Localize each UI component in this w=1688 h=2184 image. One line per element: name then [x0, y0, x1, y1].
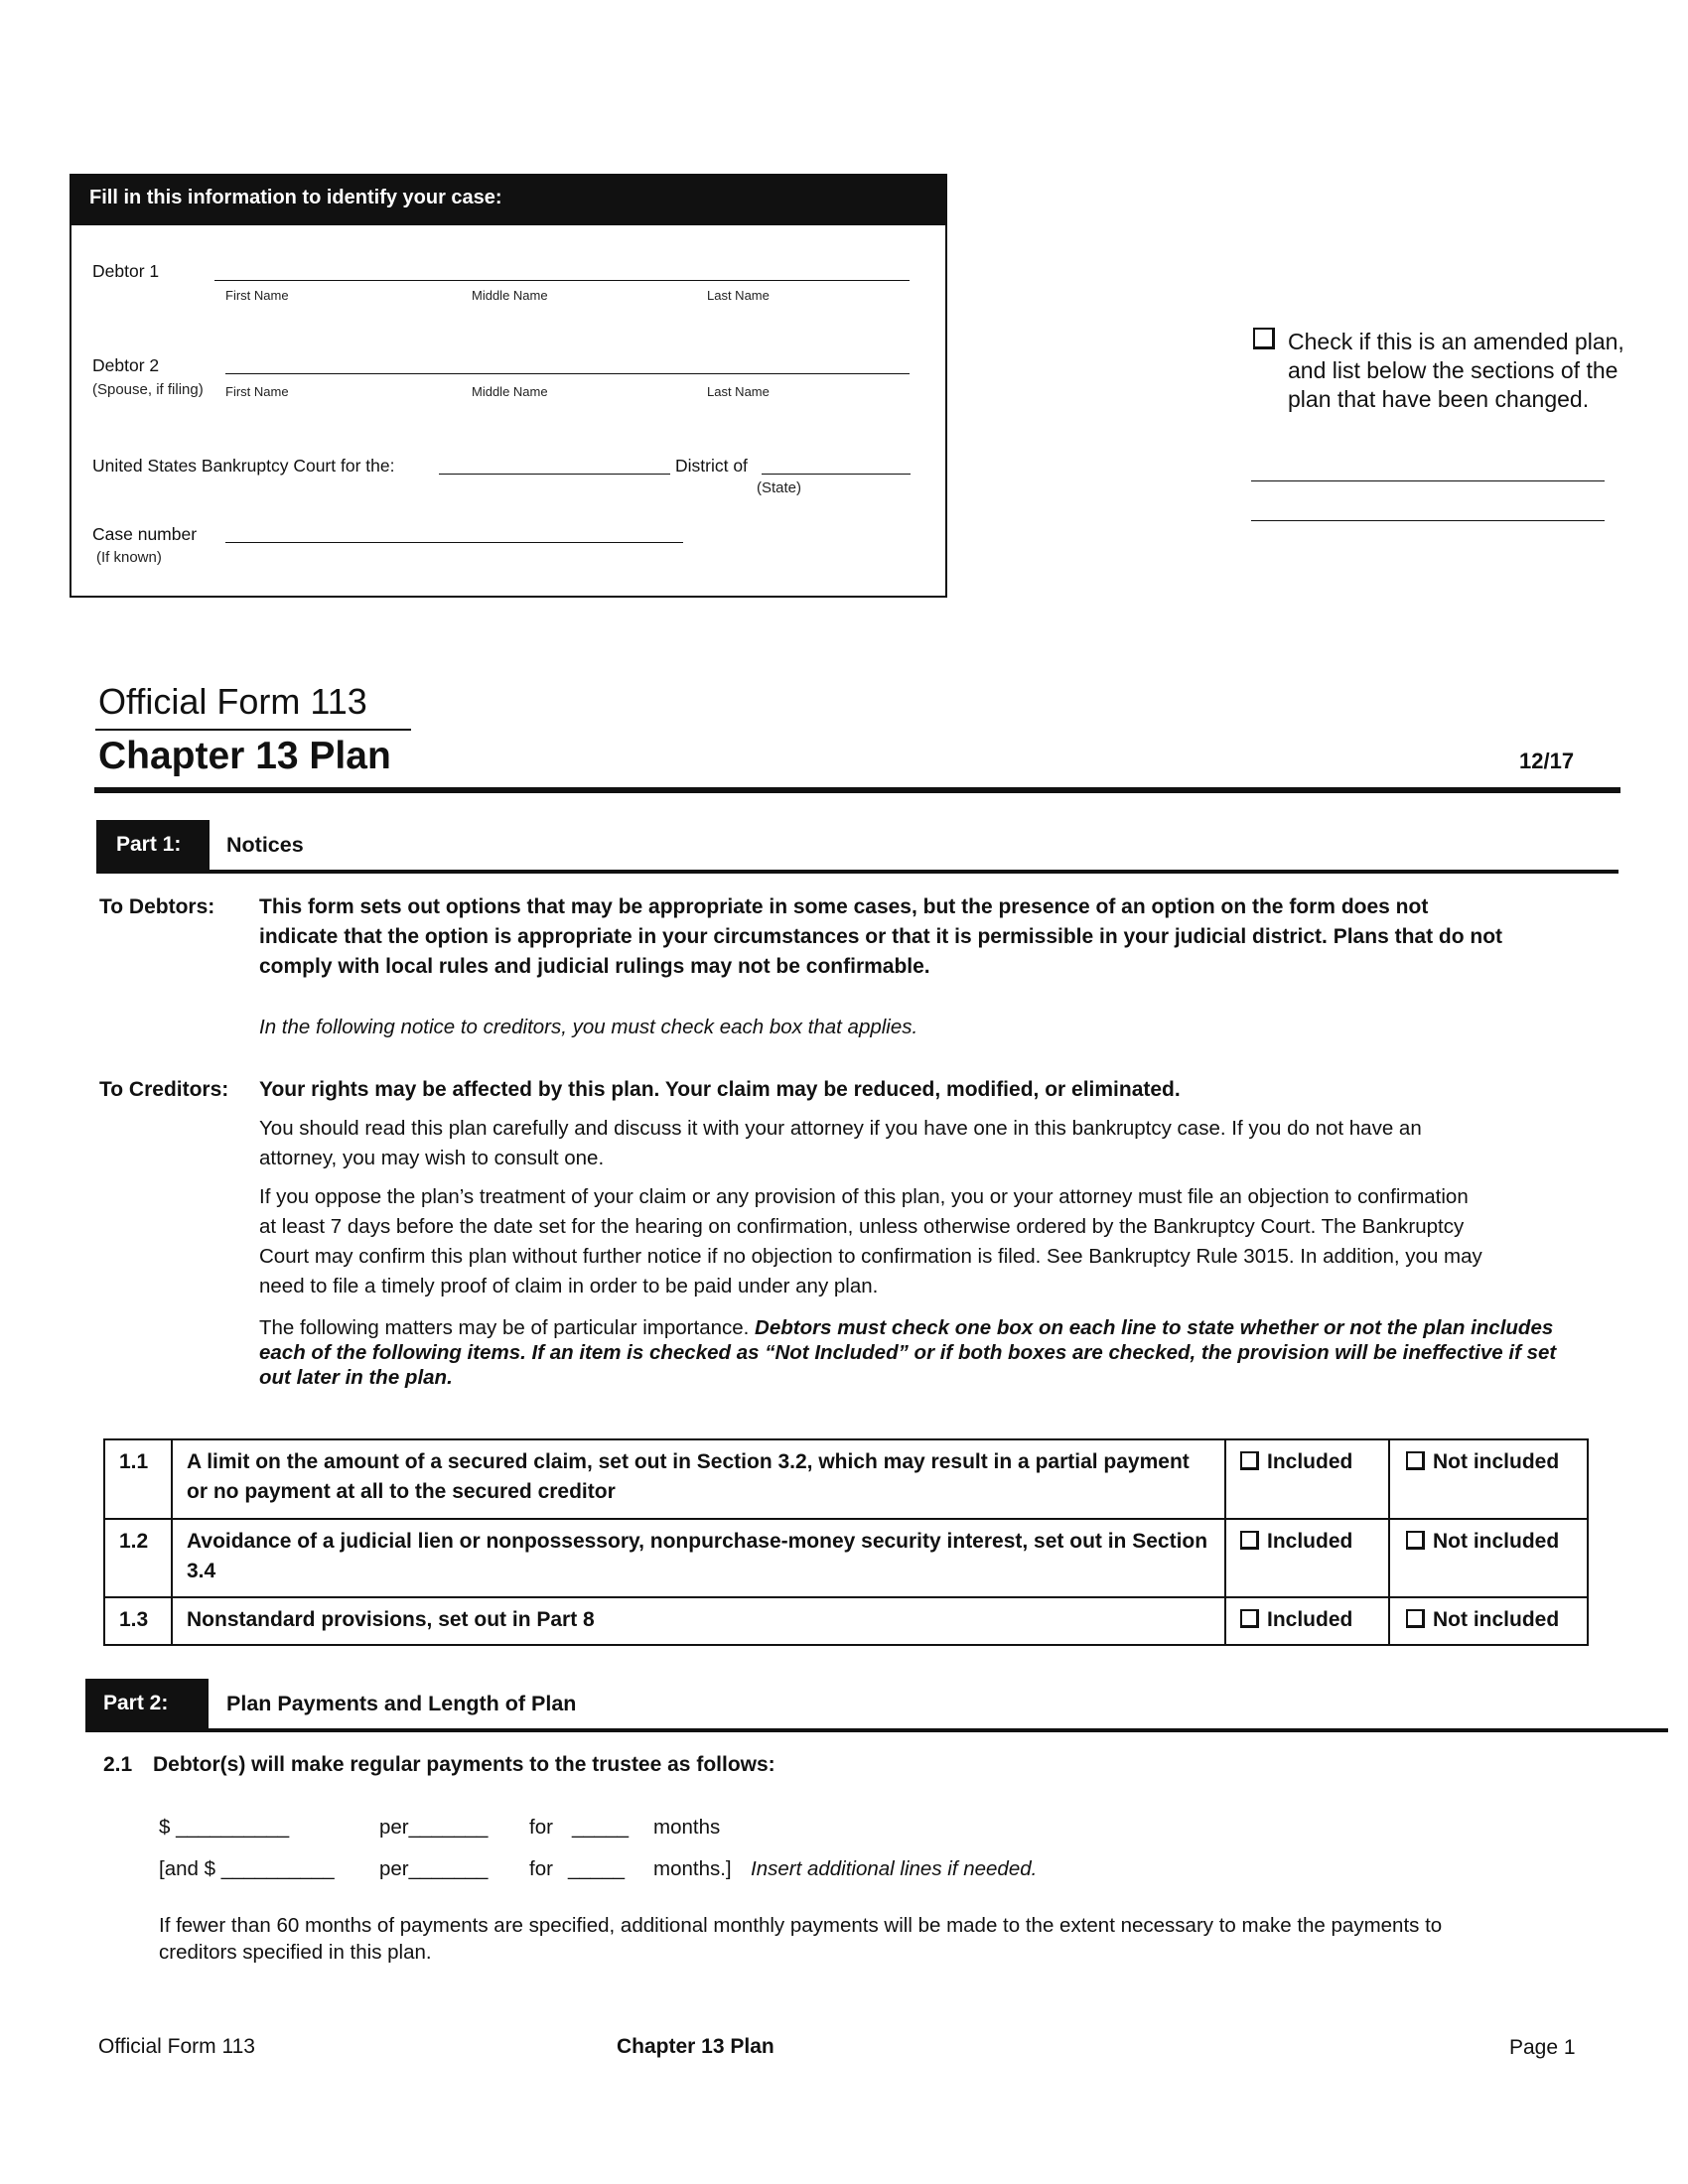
case-box-header: Fill in this information to identify your case: [71, 176, 945, 225]
not-included-option[interactable] [1389, 1597, 1588, 1645]
to-debtors-note: In the following notice to creditors, you must check each box that applies. [259, 1016, 918, 1038]
not-included-option[interactable] [1389, 1519, 1588, 1597]
payment-amount-2[interactable]: [and $ __________ [159, 1857, 335, 1880]
debtor2-first-name-label: First Name [225, 384, 289, 399]
case-number-known-label: (If known) [96, 549, 162, 566]
payment-for-1: for [529, 1816, 553, 1839]
amended-text: Check if this is an amended plan, and list below the sections of the plan that have been changed. [1288, 329, 1624, 412]
item-description: Avoidance of a judicial lien or nonpossessory, nonpurchase-money security interest, set out in Section 3.4 [172, 1519, 1225, 1597]
payment-footer-note: If fewer than 60 months of payments are specified, additional monthly payments will be made to the extent necessary to make the payments to creditors specified in this plan. [159, 1914, 1443, 1964]
not-included-label: Not included [1433, 1450, 1560, 1473]
not-included-label: Not included [1433, 1608, 1560, 1631]
not-included-checkbox[interactable] [1406, 1451, 1425, 1470]
to-creditors-label: To Creditors: [99, 1078, 229, 1101]
payment-months-count-2[interactable]: _____ [568, 1857, 626, 1880]
state-label: (State) [757, 479, 802, 496]
part2-title: Plan Payments and Length of Plan [226, 1692, 577, 1715]
included-checkbox[interactable] [1240, 1451, 1259, 1470]
part2-rule [85, 1728, 1668, 1732]
case-number-label: Case number [92, 524, 198, 544]
to-creditors-bold: Your rights may be affected by this plan. Your claim may be reduced, modified, or eliminated. [259, 1078, 1181, 1101]
debtor2-last-name-label: Last Name [707, 384, 770, 399]
para3-bold-italic-text: Debtors must check one box on each line to state whether or not the plan includes each of the following items. If an item is checked as “Not Included” or if both boxes are checked, the provision will be ineffective if set out later in the plan. [259, 1316, 1557, 1389]
form-version: 12/17 [1519, 749, 1575, 773]
included-checkbox[interactable] [1240, 1609, 1259, 1628]
to-debtors-text: This form sets out options that may be appropriate in some cases, but the presence of an option on the form does not indicate that the option is appropriate in your circumstances or that it is permissible in your judicial district. Plans that do not comply with local rules and judicial rulings may not be confirmable. [259, 895, 1503, 978]
debtor2-name-field[interactable] [225, 373, 910, 374]
payment-amount-1[interactable]: $ __________ [159, 1816, 290, 1839]
payment-for-2: for [529, 1857, 553, 1880]
item-description: A limit on the amount of a secured claim, set out in Section 3.2, which may result in a partial payment or no payment at all to the secured creditor [172, 1439, 1225, 1519]
table-row [104, 1519, 1588, 1597]
official-form-underline [95, 729, 411, 731]
included-label: Included [1267, 1450, 1353, 1473]
table-row [104, 1439, 1588, 1519]
included-checkbox[interactable] [1240, 1531, 1259, 1550]
included-label: Included [1267, 1608, 1353, 1631]
creditors-para-1: You should read this plan carefully and discuss it with your attorney if you have one in this bankruptcy case. If you do not have an attorney, you may wish to consult one. [259, 1117, 1422, 1169]
item-description: Nonstandard provisions, set out in Part 8 [172, 1597, 1225, 1645]
not-included-option[interactable] [1389, 1439, 1588, 1519]
amended-checkbox[interactable] [1253, 328, 1275, 349]
footer-form-name: Official Form 113 [98, 2035, 255, 2058]
creditors-para-3 [259, 1315, 1570, 1390]
section-2-1-text: Debtor(s) will make regular payments to the trustee as follows: [153, 1753, 775, 1776]
item-number: 1.3 [104, 1597, 172, 1645]
para3-normal-text: The following matters may be of particular importance. [259, 1316, 756, 1339]
section-2-1-number: 2.1 [103, 1753, 133, 1776]
payment-months-2: months.] [653, 1857, 732, 1880]
not-included-checkbox[interactable] [1406, 1531, 1425, 1550]
part1-title: Notices [226, 833, 304, 857]
payment-period-2[interactable]: per_______ [379, 1857, 489, 1880]
included-label: Included [1267, 1530, 1353, 1553]
case-info-box [70, 174, 947, 598]
included-option[interactable] [1225, 1597, 1389, 1645]
debtor2-label: Debtor 2 [92, 355, 160, 375]
part1-tag: Part 1: [96, 820, 210, 873]
payment-period-1[interactable]: per_______ [379, 1816, 489, 1839]
debtor1-label: Debtor 1 [92, 261, 160, 281]
footer-title: Chapter 13 Plan [617, 2035, 774, 2058]
included-option[interactable] [1225, 1439, 1389, 1519]
official-form-label: Official Form 113 [98, 681, 367, 722]
item-number: 1.1 [104, 1439, 172, 1519]
debtor2-spouse-label: (Spouse, if filing) [92, 381, 204, 398]
included-option[interactable] [1225, 1519, 1389, 1597]
part1-rule [96, 870, 1618, 874]
page-title: Chapter 13 Plan [98, 735, 391, 777]
debtor1-last-name-label: Last Name [707, 288, 770, 303]
amended-sections-field-1[interactable] [1251, 480, 1605, 481]
table-row [104, 1597, 1588, 1645]
not-included-checkbox[interactable] [1406, 1609, 1425, 1628]
payment-months-1: months [653, 1816, 721, 1839]
case-number-field[interactable] [225, 542, 683, 543]
district-label: District of [675, 456, 748, 476]
court-field[interactable] [439, 474, 670, 475]
to-debtors-label: To Debtors: [99, 895, 215, 918]
debtor1-middle-name-label: Middle Name [472, 288, 548, 303]
not-included-label: Not included [1433, 1530, 1560, 1553]
debtor2-middle-name-label: Middle Name [472, 384, 548, 399]
debtor1-first-name-label: First Name [225, 288, 289, 303]
court-label: United States Bankruptcy Court for the: [92, 456, 395, 476]
notice-items-table [103, 1438, 1589, 1646]
additional-lines-note: Insert additional lines if needed. [751, 1857, 1038, 1880]
part2-tag: Part 2: [85, 1679, 209, 1730]
footer-page-number: Page 1 [1509, 2036, 1576, 2059]
item-number: 1.2 [104, 1519, 172, 1597]
title-rule [94, 787, 1620, 793]
amended-sections-field-2[interactable] [1251, 520, 1605, 521]
debtor1-name-field[interactable] [214, 280, 910, 281]
payment-months-count-1[interactable]: _____ [572, 1816, 630, 1839]
creditors-para-2: If you oppose the plan’s treatment of your claim or any provision of this plan, you or your attorney must file an objection to confirmation at least 7 days before the date set for the hearing on confirmation, unless otherwise ordered by the Bankruptcy Court. The Bankruptcy Court may confirm this plan without further notice if no objection to confirmation is filed. See Bankruptcy Rule 3015. In addition, you may need to file a timely proof of claim in order to be paid under any plan. [259, 1185, 1482, 1297]
district-field[interactable] [762, 474, 911, 475]
